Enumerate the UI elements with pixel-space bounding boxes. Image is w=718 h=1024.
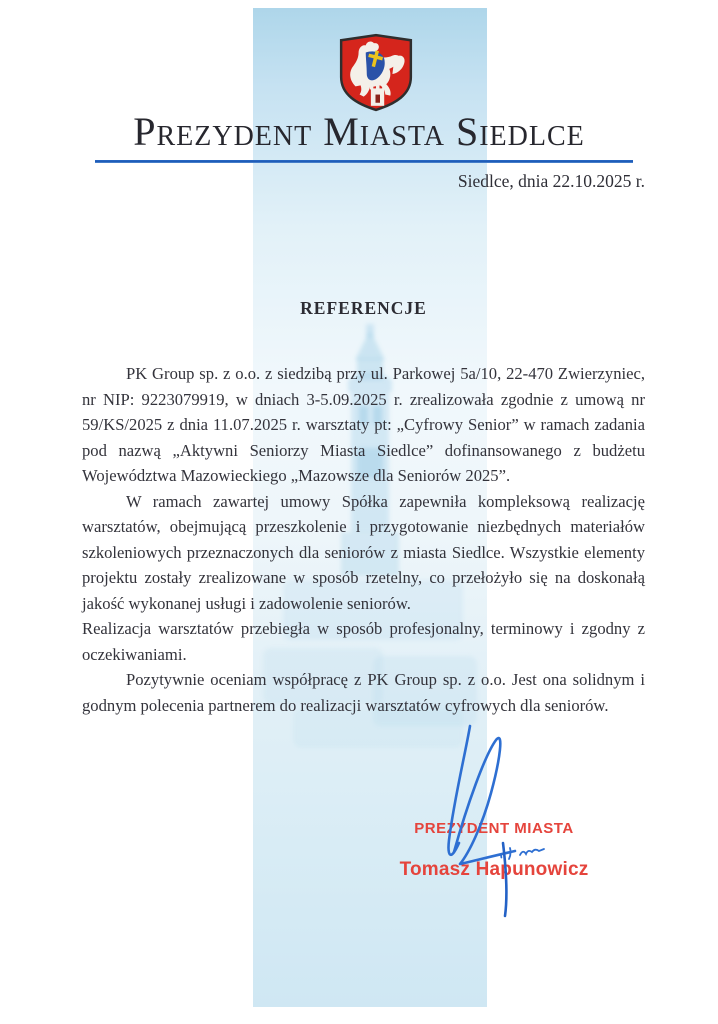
date-line: Siedlce, dnia 22.10.2025 r. xyxy=(457,171,645,191)
body-paragraph: Pozytywnie oceniam współpracę z PK Group sp. z o.o. Jest ona solidnym i godnym polecenia partnerem do realizacji warsztatów cyfrowych dla seniorów. xyxy=(82,670,645,715)
stamp-title: PREZYDENT MIASTA xyxy=(414,820,574,837)
stamp-name: Tomasz Hapunowicz xyxy=(399,859,589,880)
body-paragraph: PK Group sp. z o.o. z siedzibą przy ul. Parkowej 5a/10, 22-470 Zwierzyniec, nr NIP: 9223079919, w dniach 3-5.09.2025 r. zrealizowała zgodnie z umową nr 59/KS/2025 z dnia 11.07.2025 r. warsztaty pt: „Cyfrowy Senior” w ramach zadania pod nazwą „Aktywni Seniorzy Miasta Siedlce” dofinansowanego z budżetu Województwa Mazowieckiego „Mazowsze dla Seniorów 2025”. xyxy=(82,364,645,485)
body-paragraph: Realizacja warsztatów przebiegła w sposób profesjonalny, terminowy i zgodny z oczekiwaniami. xyxy=(82,619,645,664)
letterhead-title: Prezydent Miasta Siedlce xyxy=(133,109,585,154)
body-paragraph: W ramach zawartej umowy Spółka zapewniła kompleksową realizację warsztatów, obejmującą przeszkolenie i przygotowanie niezbędnych materiałów szkoleniowych przeznaczonych dla seniorów z miasta Siedlce. Wszystkie elementy projektu zostały zrealizowane w sposób rzetelny, co przełożyło się na doskonałą jakość wykonanej usługi i zadowolenie seniorów. xyxy=(82,491,645,613)
letterhead-rule xyxy=(95,160,633,163)
siedlce-coat-of-arms-icon xyxy=(335,31,417,113)
handwritten-signature xyxy=(420,710,560,925)
document-heading: REFERENCJE xyxy=(300,298,427,318)
letter-body xyxy=(82,361,645,718)
